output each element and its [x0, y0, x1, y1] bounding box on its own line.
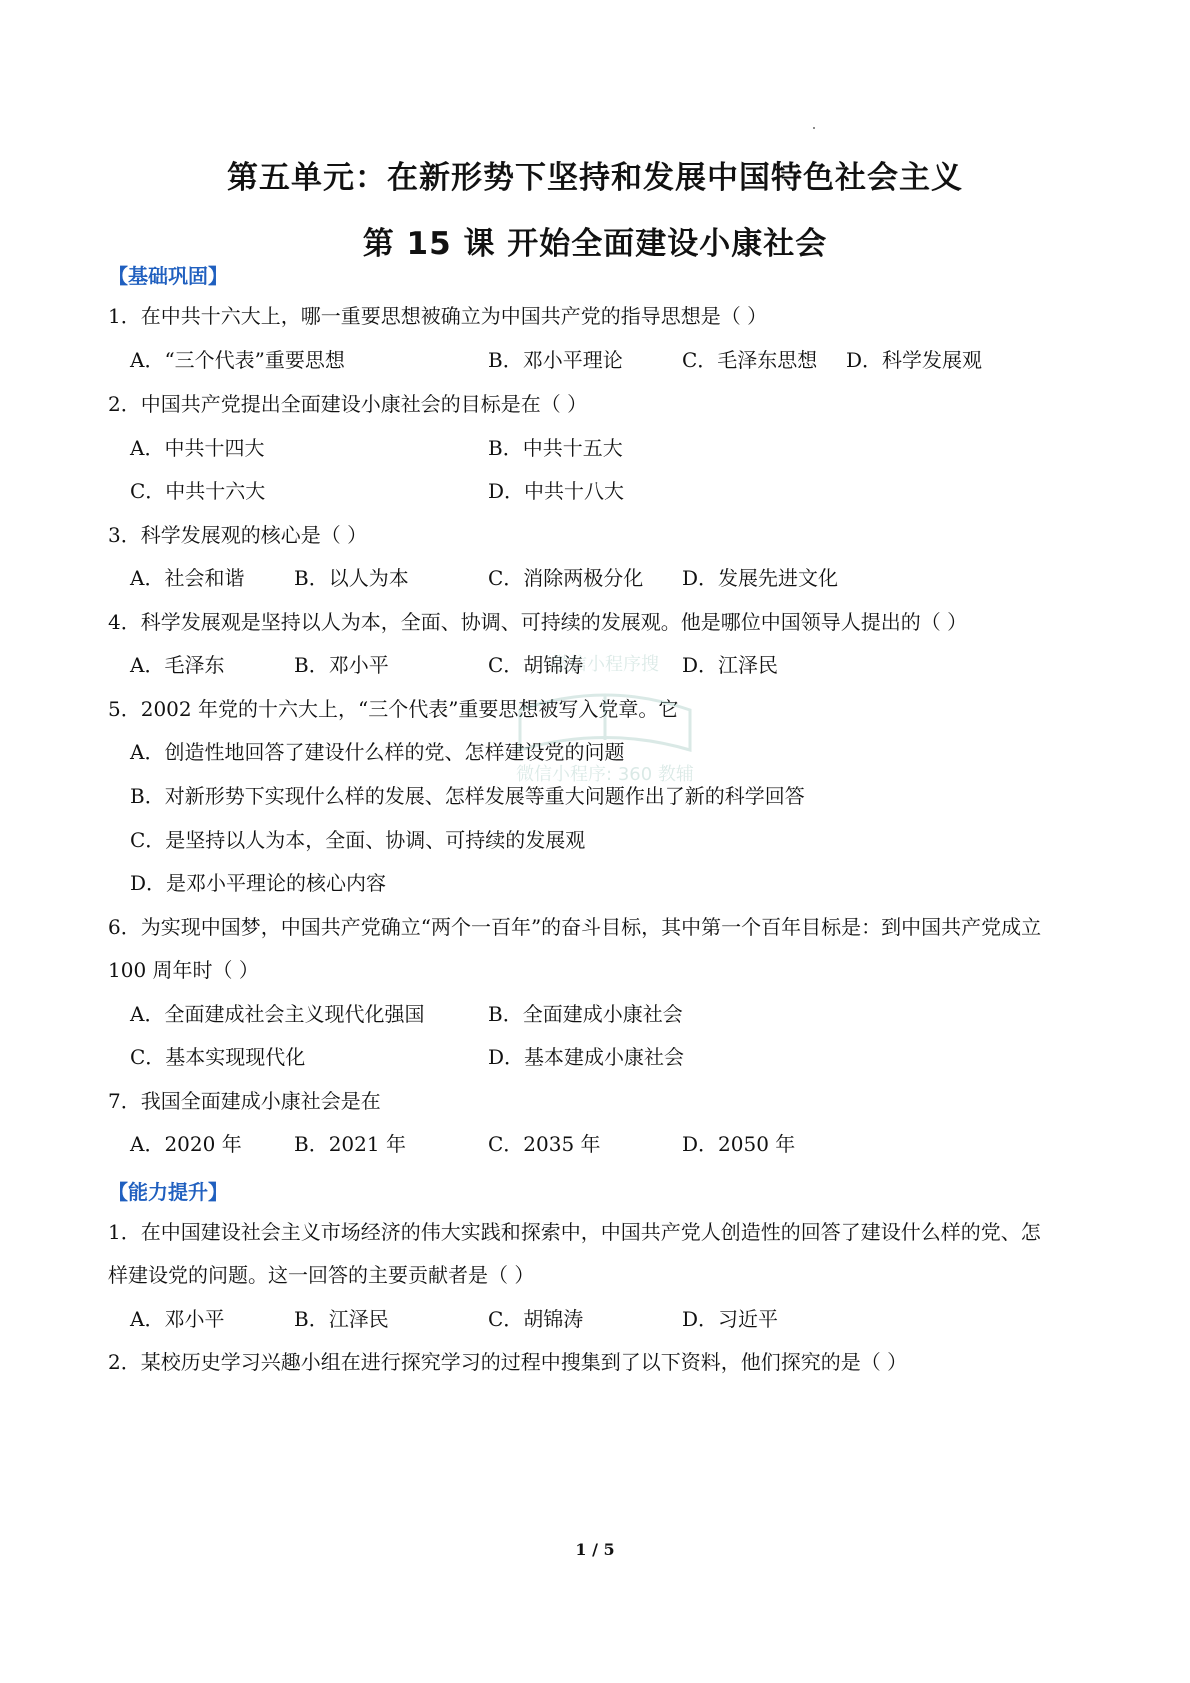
- option: B．以人为本: [294, 566, 409, 590]
- question-stem-continued: 样建设党的问题。这一回答的主要贡献者是（ ）: [108, 1263, 535, 1287]
- question-stem: 3．科学发展观的核心是（ ）: [108, 523, 368, 547]
- question-stem: 5．2002 年党的十六大上，“三个代表”重要思想被写入党章。它: [108, 697, 679, 721]
- option: C．胡锦涛: [488, 1307, 584, 1331]
- option: B．江泽民: [294, 1307, 389, 1331]
- option: C．毛泽东思想: [682, 348, 818, 372]
- section-basic-heading: 【基础巩固】: [108, 264, 228, 288]
- question-stem: 6．为实现中国梦，中国共产党确立“两个一百年”的奋斗目标，其中第一个百年目标是：到中国共产党成立: [108, 915, 1042, 939]
- option: D．发展先进文化: [682, 566, 839, 590]
- option: B．中共十五大: [488, 436, 623, 460]
- option: D．中共十八大: [488, 479, 625, 503]
- option: D．习近平: [682, 1307, 779, 1331]
- option: A．2020 年: [130, 1132, 242, 1156]
- speck: [813, 127, 815, 129]
- option: B．全面建成小康社会: [488, 1002, 683, 1026]
- question-stem-continued: 100 周年时（ ）: [108, 958, 259, 982]
- option: B．2021 年: [294, 1132, 406, 1156]
- option: C．2035 年: [488, 1132, 601, 1156]
- question-stem: 4．科学发展观是坚持以人为本，全面、协调、可持续的发展观。他是哪位中国领导人提出的（ ）: [108, 610, 968, 634]
- option: A．社会和谐: [130, 566, 245, 590]
- option: A．“三个代表”重要思想: [130, 348, 345, 372]
- question-stem: 7．我国全面建成小康社会是在: [108, 1089, 381, 1113]
- option: C．基本实现现代化: [130, 1045, 306, 1069]
- option: D．基本建成小康社会: [488, 1045, 685, 1069]
- section-ability-heading: 【能力提升】: [108, 1180, 228, 1204]
- option: C．是坚持以人为本，全面、协调、可持续的发展观: [130, 828, 586, 852]
- option: A．毛泽东: [130, 653, 225, 677]
- option: D．科学发展观: [846, 348, 983, 372]
- option: B．邓小平: [294, 653, 389, 677]
- option: C．消除两极分化: [488, 566, 644, 590]
- option: D．2050 年: [682, 1132, 796, 1156]
- option: C．胡锦涛: [488, 653, 584, 677]
- option: A．全面建成社会主义现代化强国: [130, 1002, 425, 1026]
- watermark-text-top: 微信小程序搜: [551, 654, 659, 675]
- book-logo-watermark-icon: [480, 640, 730, 790]
- option: B．对新形势下实现什么样的发展、怎样发展等重大问题作出了新的科学回答: [130, 784, 805, 808]
- option: B．邓小平理论: [488, 348, 623, 372]
- option: C．中共十六大: [130, 479, 266, 503]
- question-stem: 2．某校历史学习兴趣小组在进行探究学习的过程中搜集到了以下资料，他们探究的是（ ）: [108, 1350, 908, 1374]
- option: A．创造性地回答了建设什么样的党、怎样建设党的问题: [130, 740, 625, 764]
- option: A．中共十四大: [130, 436, 265, 460]
- option: D．江泽民: [682, 653, 779, 677]
- question-stem: 2．中国共产党提出全面建设小康社会的目标是在（ ）: [108, 392, 588, 416]
- option: A．邓小平: [130, 1307, 225, 1331]
- page-number: 1 / 5: [575, 1540, 615, 1559]
- option: D．是邓小平理论的核心内容: [130, 871, 387, 895]
- lesson-title: 第 15 课 开始全面建设小康社会: [362, 226, 828, 262]
- question-stem: 1．在中国建设社会主义市场经济的伟大实践和探索中，中国共产党人创造性的回答了建设什么样的党、怎: [108, 1220, 1041, 1244]
- question-stem: 1．在中共十六大上，哪一重要思想被确立为中国共产党的指导思想是（ ）: [108, 304, 768, 328]
- watermark-text-bottom: 微信小程序: 360 教辅: [516, 764, 694, 785]
- unit-title: 第五单元：在新形势下坚持和发展中国特色社会主义: [227, 160, 963, 196]
